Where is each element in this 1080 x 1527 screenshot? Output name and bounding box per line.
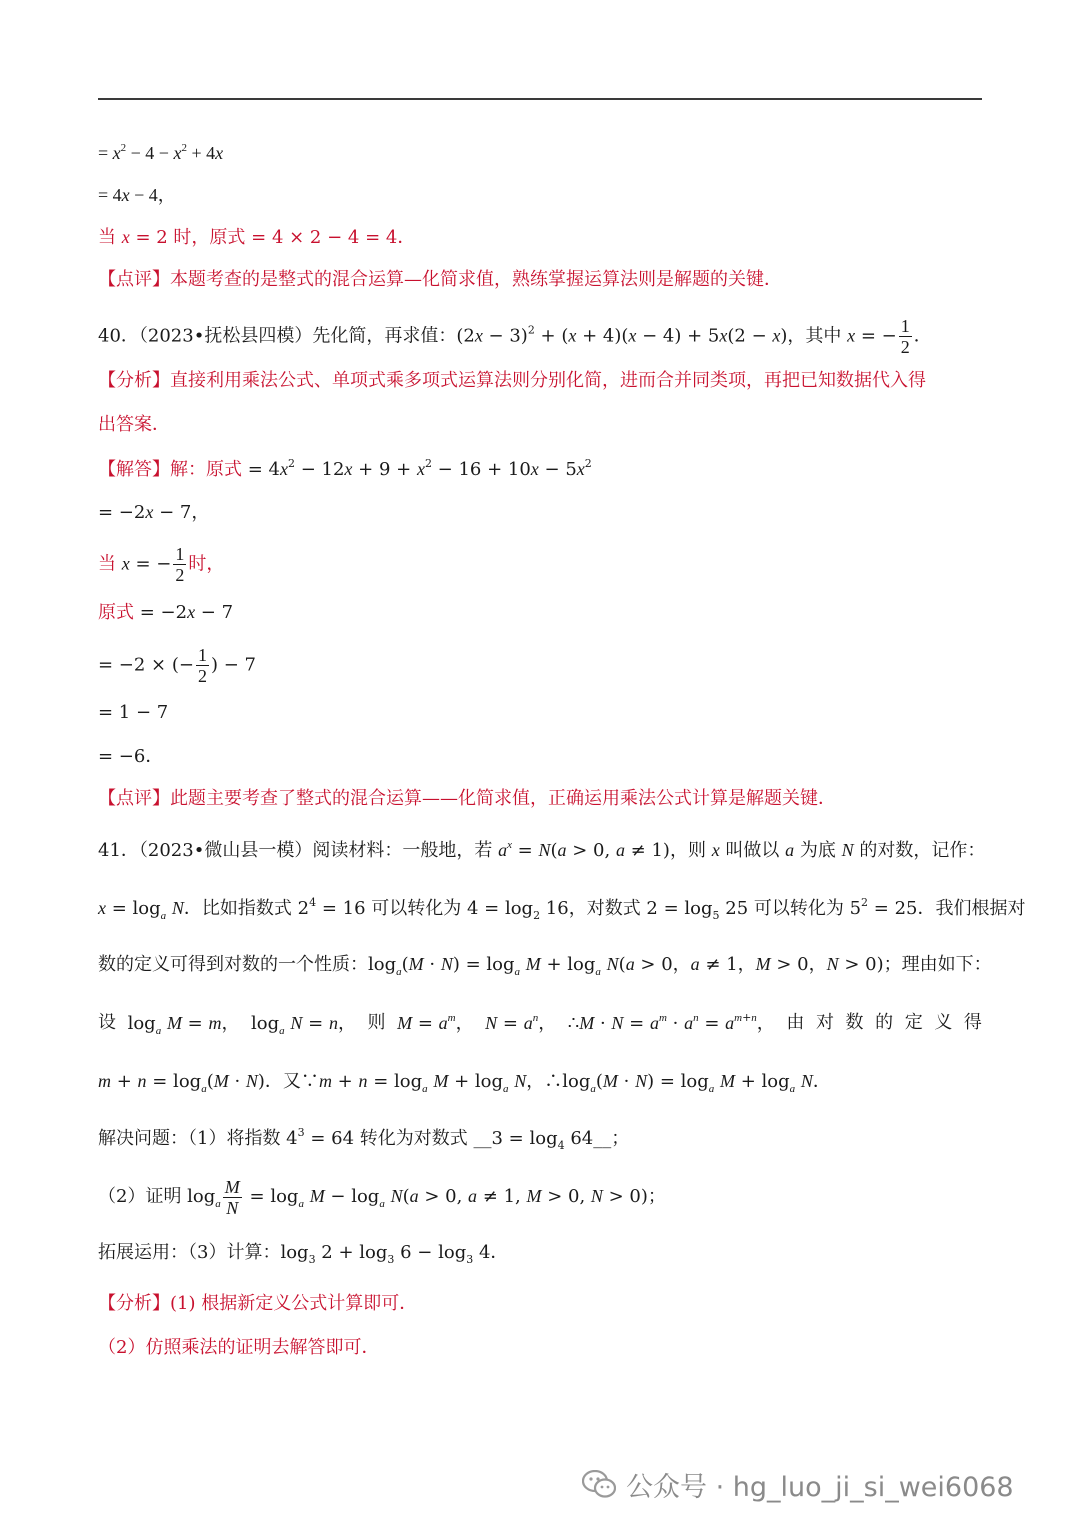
header-rule	[98, 98, 982, 100]
answer-40-line-3: 当 x = − $\frac{1}{2}$ 时，	[98, 544, 225, 585]
problem-41-line-1: 41．（2023•微山县一模）阅读材料：一般地，若 $a^x = N(a > 0$, a ≠ 1)，则 x 叫做以 a 为底 N 的对数，记作：	[98, 839, 986, 861]
solution-line-3: 当 x = 2 时，原式 = 4 × 2 − 4 = 4．	[98, 227, 416, 248]
answer-40-line-7: = −6．	[98, 746, 164, 767]
problem-41-line-5: $m + n = \log_a(M \cdot N)$．又∵m + $n = \log_a M + \log_a N$，$\therefore\log_a(M \cdot N) = \log_a M + \log_a N$．	[98, 1071, 831, 1095]
comment-40: 【点评】此题主要考查了整式的混合运算——化简求值，正确运用乘法公式计算是解题关键．	[98, 788, 836, 809]
problem-41-line-4: 设 $\log_a M = m$， $\log_a N = n$， 则 $M = a^m$， $N = a^n$， ∴M · $N = a^m \cdot a^n = a^{m+n}$， 由 对 数 的 定 义 得	[98, 1011, 982, 1037]
question-41-2: （2）证明 $\log_a$ $\frac{M}{N}$ = $\log_a M - \log_a N(a > 0$, a ≠ 1, M > 0, N > 0)；	[98, 1176, 666, 1218]
analysis-41-line-2: （2）仿照乘法的证明去解答即可．	[98, 1337, 380, 1358]
question-41-3: 拓展运用：（3）计算：$\log_3 2 + \log_3 6 - \log_3 4$．	[98, 1242, 509, 1266]
analysis-40-line-1: 【分析】直接利用乘法公式、单项式乘多项式运算法则分别化简，进而合并同类项，再把已知数据代入得	[98, 370, 926, 391]
comment-39: 【点评】本题考查的是整式的混合运算—化简求值，熟练掌握运算法则是解题的关键．	[98, 269, 782, 290]
wechat-watermark	[582, 1464, 1014, 1504]
answer-40-line-5: = −2 × (− $\frac{1}{2}$ ) − 7	[98, 645, 256, 686]
answer-40-line-6: = 1 − 7	[98, 702, 169, 723]
wechat-icon	[582, 1470, 616, 1498]
problem-40: 40．（2023•抚松县四模）先化简，再求值：$(2x - 3)^2 + (x + 4)(x - 4) + 5x(2 - x)$，其中 x = − $\frac{1}{2}$ ．	[98, 316, 932, 357]
answer-40-line-4: 原式 = −2x − 7	[98, 602, 234, 623]
solution-line-1: = $x^2 - 4 - x^2 + 4x$	[98, 142, 224, 163]
analysis-41-line-1: 【分析】(1) 根据新定义公式计算即可．	[98, 1293, 418, 1314]
analysis-40-line-2: 出答案．	[98, 414, 170, 435]
problem-41-line-2: $x = \log_a N$．比如指数式 $2^4 = 16$ 可以转化为 $4 = \log_2 16$，对数式 $2 = \log_5 25$ 可以转化为 $5^2 = 25$．我们根据对	[98, 896, 1026, 922]
answer-40-line-2: = −2x − 7，	[98, 502, 210, 523]
question-41-1: 解决问题：（1）将指数 $4^3 = 64$ 转化为对数式 __3 = $\log_4$ 64__；	[98, 1126, 630, 1152]
watermark-text: 公众号 · hg_luo_ji_si_wei6068	[626, 1471, 1014, 1503]
problem-41-line-3: 数的定义可得到对数的一个性质：$\log_a(M \cdot N) = \log_a M + \log_a N(a > 0$，a ≠ 1，M > 0，N > 0)；理由如下：	[98, 954, 992, 978]
solution-line-2: = 4x − 4，	[98, 185, 176, 205]
answer-40-line-1: 【解答】解：原式 = $4x^2 - 12x + 9 + x^2 - 16 + 10x - 5x^2$	[98, 457, 592, 480]
